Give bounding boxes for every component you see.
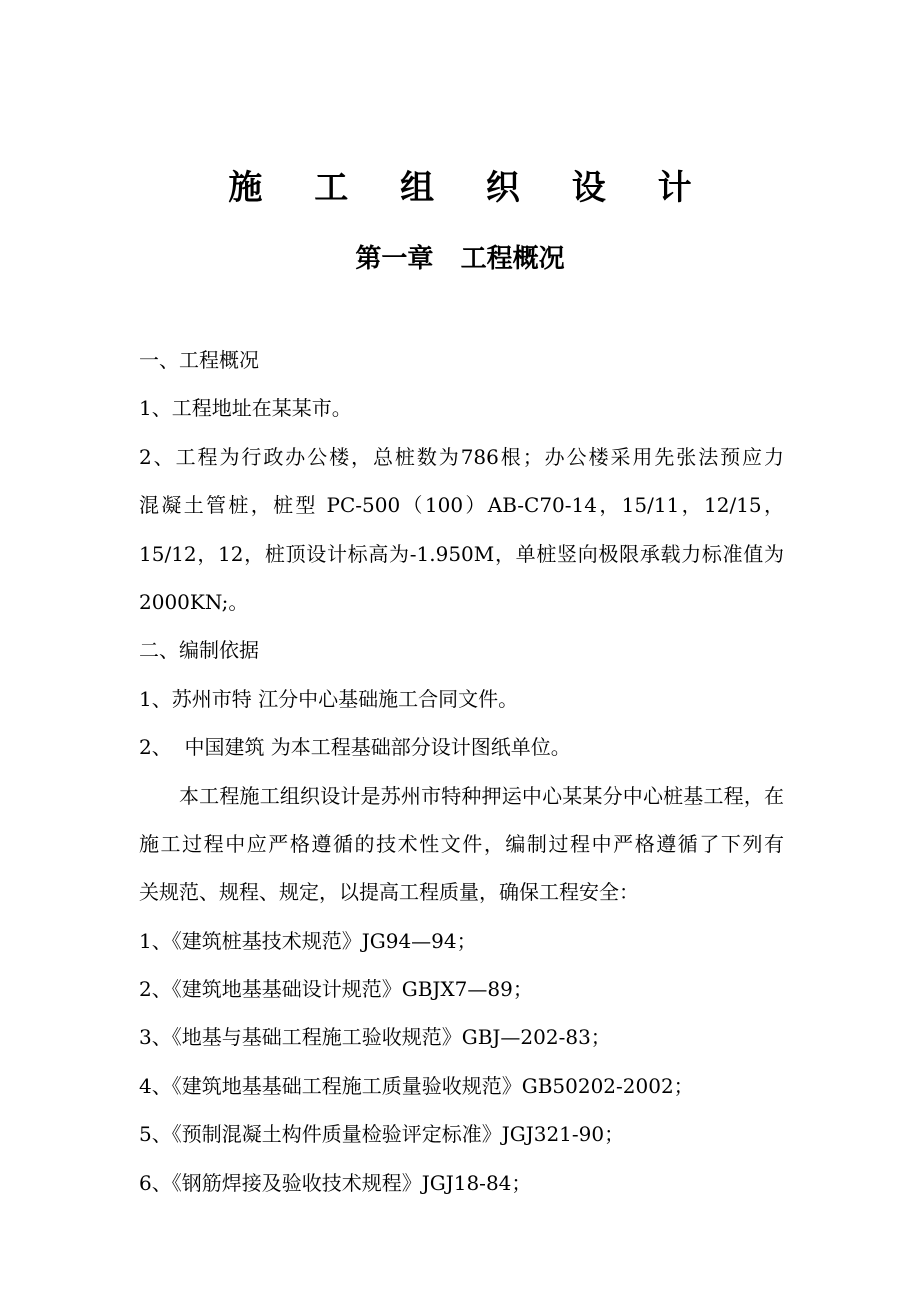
basis-item-2: 2、 中国建筑 为本工程基础部分设计图纸单位。 — [139, 735, 571, 760]
standard-item-5: 5、《预制混凝土构件质量检验评定标准》JGJ321-90； — [139, 1122, 625, 1147]
section-heading-basis: 二、编制依据 — [139, 638, 259, 663]
paragraph-line-1: 本工程施工组织设计是苏州市特种押运中心某某分中心桩基工程，在 — [179, 783, 784, 808]
standard-item-3: 3、《地基与基础工程施工验收规范》GBJ—202-83； — [139, 1025, 611, 1050]
paragraph-line-3: 关规范、规程、规定，以提高工程质量，确保工程安全： — [139, 880, 639, 905]
standard-item-2: 2、《建筑地基基础设计规范》GBJX7—89； — [139, 977, 533, 1002]
overview-item-2-line-1: 2、工程为行政办公楼，总桩数为786根；办公楼采用先张法预应力 — [139, 444, 784, 469]
overview-item-2-line-4: 2000KN;。 — [139, 589, 249, 614]
standard-item-4: 4、《建筑地基基础工程施工质量验收规范》GB50202-2002； — [139, 1073, 694, 1098]
basis-item-1: 1、苏州市特 江分中心基础施工合同文件。 — [139, 686, 519, 711]
overview-item-2-line-2: 混凝土管桩，桩型 PC-500（100）AB-C70-14，15/11，12/15， — [139, 493, 784, 518]
document-title: 施 工 组 织 设 计 — [228, 168, 712, 208]
chapter-heading: 第一章 工程概况 — [355, 244, 565, 274]
section-heading-overview: 一、工程概况 — [139, 348, 259, 372]
document-body — [139, 336, 784, 1207]
standard-item-1: 1、《建筑桩基技术规范》JG94—94； — [139, 928, 477, 953]
overview-item-2-line-3: 15/12，12，桩顶设计标高为-1.950M，单桩竖向极限承载力标准值为 — [139, 541, 784, 566]
overview-item-1: 1、工程地址在某某市。 — [139, 396, 352, 421]
paragraph-line-2: 施工过程中应严格遵循的技术性文件，编制过程中严格遵循了下列有 — [139, 831, 784, 856]
standard-item-6: 6、《钢筋焊接及验收技术规程》JGJ18-84； — [139, 1170, 532, 1195]
